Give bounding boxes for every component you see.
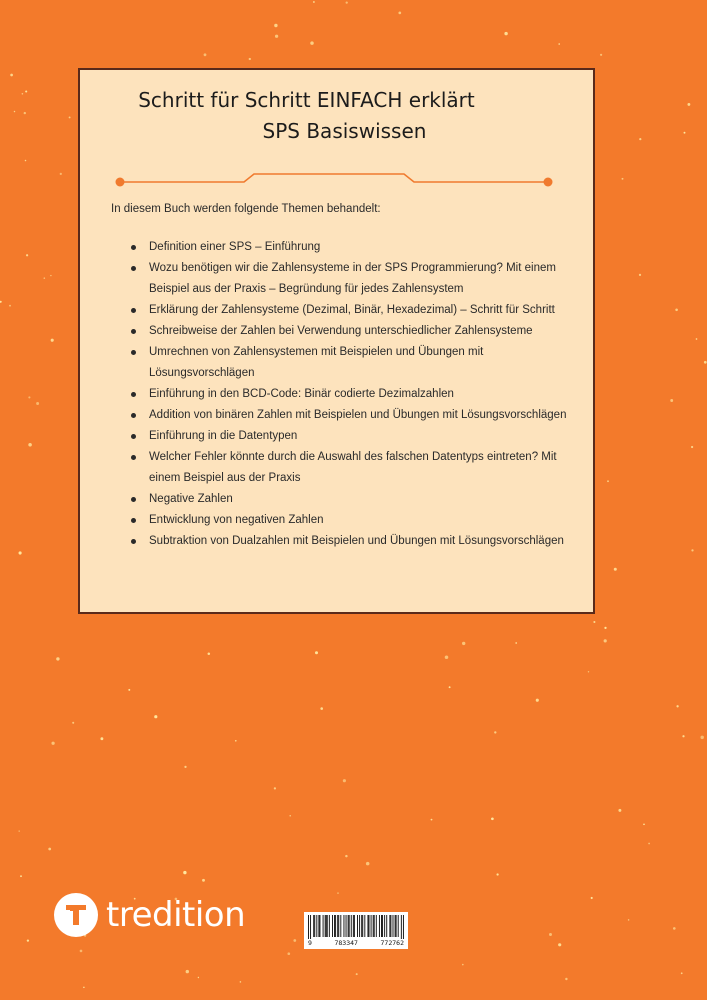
- barcode-bar: [346, 915, 347, 937]
- barcode-bar: [319, 915, 320, 937]
- barcode-bar: [351, 915, 352, 937]
- topics-intro: In diesem Buch werden folgende Themen behandelt:: [111, 203, 381, 215]
- speckle-dot: [14, 111, 16, 113]
- speckle-dot: [60, 173, 62, 175]
- speckle-dot: [462, 642, 465, 645]
- barcode-bar: [354, 915, 355, 937]
- speckle-dot: [356, 973, 358, 975]
- speckle-dot: [20, 875, 22, 877]
- speckle-dot: [19, 551, 22, 554]
- barcode-bar: [334, 915, 335, 937]
- barcode-prefix: 9: [308, 939, 312, 947]
- speckle-dot: [691, 549, 693, 551]
- barcode-bar: [359, 915, 360, 937]
- speckle-dot: [343, 779, 346, 782]
- speckle-dot: [24, 112, 26, 114]
- barcode-bar: [335, 915, 336, 937]
- speckle-dot: [704, 361, 707, 364]
- barcode-bar: [325, 915, 326, 937]
- speckle-dot: [28, 396, 30, 398]
- list-item: Negative Zahlen: [128, 489, 578, 510]
- speckle-dot: [673, 927, 676, 930]
- list-item: Einführung in den BCD-Code: Binär codierte Dezimalzahlen: [128, 384, 578, 405]
- barcode-bar: [390, 915, 391, 937]
- barcode-bar: [340, 915, 341, 937]
- barcode-bar: [374, 915, 375, 937]
- list-item: Addition von binären Zahlen mit Beispielen und Übungen mit Lösungsvorschlägen: [128, 405, 578, 426]
- barcode-bar: [316, 915, 317, 937]
- speckle-dot: [639, 138, 641, 140]
- barcode-bar: [369, 915, 370, 937]
- speckle-dot: [639, 274, 641, 276]
- speckle-dot: [591, 897, 593, 899]
- speckle-dot: [622, 178, 624, 180]
- speckle-dot: [681, 972, 683, 974]
- barcode-bar: [376, 915, 377, 937]
- speckle-dot: [69, 116, 71, 118]
- list-item: Umrechnen von Zahlensystemen mit Beispielen und Übungen mit Lösungsvorschlägen: [128, 342, 578, 384]
- barcode-bar: [318, 915, 319, 937]
- speckle-dot: [240, 981, 242, 983]
- barcode-bar: [398, 915, 399, 937]
- barcode-bar: [396, 915, 397, 937]
- barcode-bar: [381, 915, 382, 937]
- speckle-dot: [643, 823, 645, 825]
- barcode-bar: [327, 915, 328, 937]
- speckle-dot: [604, 627, 606, 629]
- speckle-dot: [28, 443, 32, 447]
- tredition-t-icon: [54, 893, 98, 937]
- speckle-dot: [320, 707, 323, 710]
- barcode-bar: [310, 915, 311, 939]
- barcode-bar: [337, 915, 338, 937]
- list-item: Schreibweise der Zahlen bei Verwendung unterschiedlicher Zahlensysteme: [128, 321, 578, 342]
- speckle-dot: [44, 277, 46, 279]
- speckle-dot: [27, 939, 29, 941]
- speckle-dot: [26, 254, 28, 256]
- speckle-dot: [274, 24, 277, 27]
- publisher-name: tredition: [106, 895, 246, 935]
- list-item: Welcher Fehler könnte durch die Auswahl des falschen Datentyps eintreten? Mit einem Beispiel aus der Praxis: [128, 447, 578, 489]
- speckle-dot: [80, 950, 83, 953]
- barcode-bar: [332, 915, 333, 937]
- barcode-bar: [338, 915, 339, 937]
- barcode-bar: [314, 915, 315, 937]
- barcode-group-2: 772762: [380, 939, 404, 947]
- speckle-dot: [600, 54, 602, 56]
- circuit-divider: [114, 172, 554, 192]
- speckle-dot: [449, 686, 451, 688]
- barcode-bar: [349, 915, 350, 937]
- speckle-dot: [313, 1, 315, 3]
- speckle-dot: [607, 480, 609, 482]
- speckle-dot: [56, 657, 59, 660]
- cover-subtitle: SPS Basiswissen: [262, 119, 427, 143]
- speckle-dot: [494, 731, 496, 733]
- speckle-dot: [186, 970, 189, 973]
- speckle-dot: [648, 843, 650, 845]
- barcode-bar: [373, 915, 374, 937]
- barcode-bar: [382, 915, 383, 937]
- speckle-dot: [83, 987, 84, 988]
- speckle-dot: [50, 275, 51, 276]
- speckle-dot: [235, 740, 237, 742]
- barcode-bar: [403, 915, 404, 939]
- speckle-dot: [36, 402, 39, 405]
- speckle-dot: [593, 621, 595, 623]
- speckle-dot: [100, 737, 103, 740]
- barcode-bar: [343, 915, 344, 937]
- speckle-dot: [445, 655, 449, 659]
- barcode-bar: [326, 915, 327, 937]
- barcode-bar: [401, 915, 402, 939]
- speckle-dot: [202, 879, 205, 882]
- speckle-dot: [588, 671, 589, 672]
- list-item: Subtraktion von Dualzahlen mit Beispielen und Übungen mit Lösungsvorschlägen: [128, 531, 578, 552]
- speckle-dot: [628, 919, 630, 921]
- barcode-bar: [348, 915, 349, 937]
- speckle-dot: [684, 132, 686, 134]
- speckle-dot: [604, 639, 607, 642]
- barcode-bar: [364, 915, 365, 937]
- speckle-dot: [183, 871, 186, 874]
- speckle-dot: [462, 964, 464, 966]
- speckle-dot: [504, 32, 507, 35]
- speckle-dot: [558, 943, 561, 946]
- barcode-bars: [308, 915, 404, 939]
- topics-list: [128, 237, 578, 552]
- speckle-dot: [274, 787, 276, 789]
- speckle-dot: [249, 58, 251, 60]
- isbn-barcode: [304, 912, 408, 949]
- barcode-bar: [395, 915, 396, 937]
- description-panel: [78, 68, 595, 614]
- barcode-bar: [357, 915, 358, 937]
- speckle-dot: [10, 74, 13, 77]
- speckle-dot: [51, 339, 54, 342]
- speckle-dot: [536, 699, 539, 702]
- list-item: Entwicklung von negativen Zahlen: [128, 510, 578, 531]
- speckle-dot: [337, 892, 338, 893]
- speckle-dot: [691, 446, 693, 448]
- speckle-dot: [670, 399, 673, 402]
- speckle-dot: [293, 939, 296, 942]
- barcode-group-1: 783347: [334, 939, 358, 947]
- barcode-bar: [362, 915, 363, 937]
- speckle-dot: [366, 862, 370, 866]
- speckle-dot: [48, 848, 51, 851]
- barcode-bar: [384, 915, 385, 937]
- barcode-bar: [361, 915, 362, 937]
- speckle-dot: [0, 301, 2, 303]
- speckle-dot: [51, 742, 54, 745]
- list-item: Wozu benötigen wir die Zahlensysteme in der SPS Programmierung? Mit einem Beispiel aus der Praxis – Begründung für jedes Zahlensystem: [128, 258, 578, 300]
- speckle-dot: [675, 309, 678, 312]
- barcode-bar: [353, 915, 354, 937]
- speckle-dot: [700, 736, 703, 739]
- speckle-dot: [9, 305, 11, 307]
- speckle-dot: [398, 12, 401, 15]
- speckle-dot: [275, 35, 278, 38]
- barcode-bar: [367, 915, 368, 937]
- speckle-dot: [682, 735, 684, 737]
- speckle-dot: [287, 952, 290, 955]
- speckle-dot: [204, 53, 207, 56]
- speckle-dot: [687, 103, 690, 106]
- speckle-dot: [549, 933, 552, 936]
- speckle-dot: [496, 873, 498, 875]
- speckle-dot: [346, 1, 348, 3]
- speckle-dot: [491, 817, 494, 820]
- barcode-digits: [308, 939, 404, 947]
- speckle-dot: [18, 830, 19, 831]
- speckle-dot: [431, 819, 433, 821]
- speckle-dot: [310, 41, 314, 45]
- cover-title: Schritt für Schritt EINFACH erklärt: [138, 88, 475, 112]
- speckle-dot: [315, 651, 318, 654]
- barcode-bar: [393, 915, 394, 937]
- speckle-dot: [184, 766, 186, 768]
- list-item: Definition einer SPS – Einführung: [128, 237, 578, 258]
- speckle-dot: [345, 855, 347, 857]
- speckle-dot: [558, 43, 560, 45]
- speckle-dot: [696, 338, 698, 340]
- speckle-dot: [22, 93, 24, 95]
- barcode-bar: [323, 915, 324, 937]
- speckle-dot: [25, 160, 27, 162]
- barcode-bar: [329, 915, 330, 937]
- barcode-bar: [308, 915, 309, 939]
- speckle-dot: [614, 568, 617, 571]
- barcode-bar: [386, 915, 387, 937]
- speckle-dot: [618, 809, 621, 812]
- speckle-dot: [198, 977, 199, 978]
- speckle-dot: [289, 815, 291, 817]
- list-item: Einführung in die Datentypen: [128, 426, 578, 447]
- speckle-dot: [565, 978, 567, 980]
- barcode-bar: [389, 915, 390, 937]
- speckle-dot: [25, 90, 27, 92]
- speckle-dot: [128, 689, 130, 691]
- barcode-bar: [379, 915, 380, 937]
- barcode-bar: [313, 915, 314, 937]
- speckle-dot: [208, 652, 211, 655]
- barcode-bar: [371, 915, 372, 937]
- speckle-dot: [676, 705, 678, 707]
- speckle-dot: [515, 642, 517, 644]
- speckle-dot: [154, 715, 157, 718]
- list-item: Erklärung der Zahlensysteme (Dezimal, Binär, Hexadezimal) – Schritt für Schritt: [128, 300, 578, 321]
- speckle-dot: [72, 722, 74, 724]
